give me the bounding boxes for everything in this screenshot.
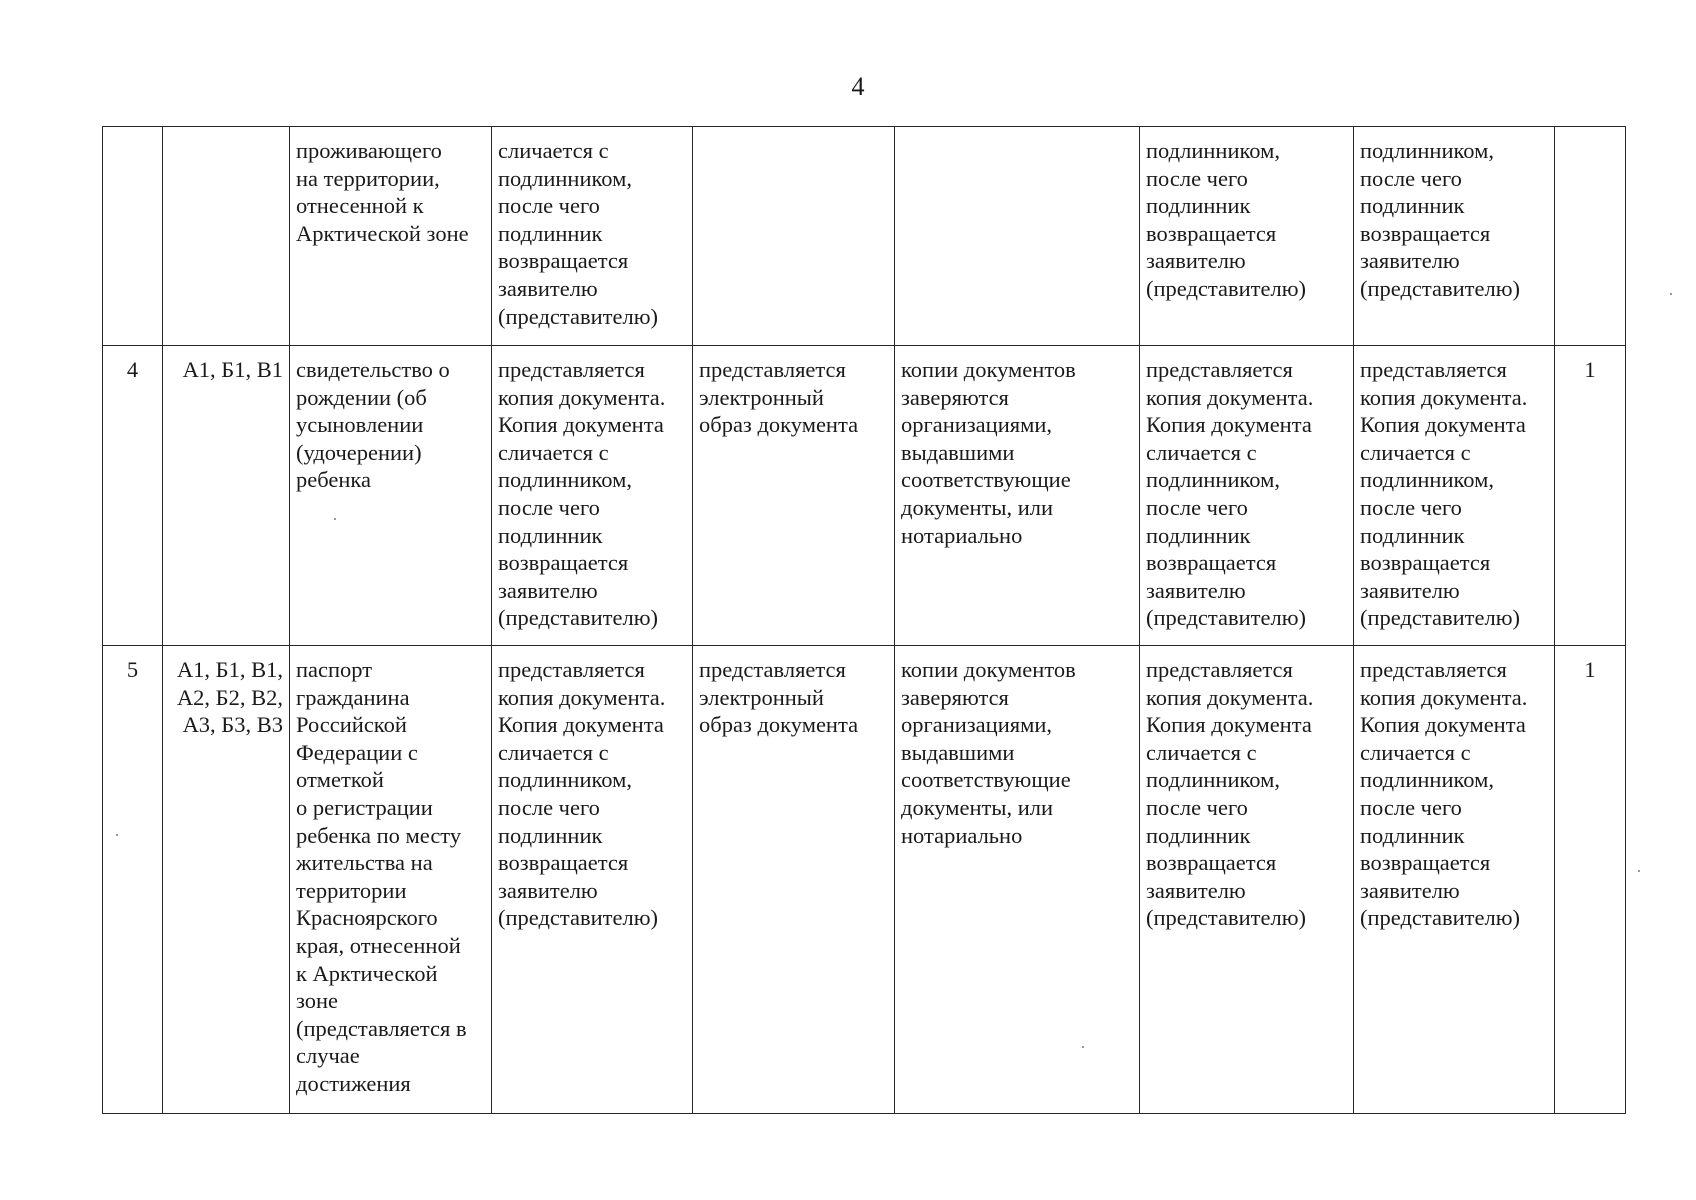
scan-speck	[334, 518, 336, 520]
count-cell	[1555, 127, 1626, 346]
mfc-submission-cell: представляется копия документа. Копия документа сличается с подлинником, после чего подлинник возвращается заявителю (представителю)	[1140, 346, 1354, 646]
count-cell: 1	[1555, 646, 1626, 1114]
paper-submission-cell: представляется копия документа. Копия документа сличается с подлинником, после чего подлинник возвращается заявителю (представителю)	[492, 646, 693, 1114]
paper-submission-cell: представляется копия документа. Копия документа сличается с подлинником, после чего подлинник возвращается заявителю (представителю)	[492, 346, 693, 646]
other-submission-cell: подлинником, после чего подлинник возвращается заявителю (представителю)	[1354, 127, 1555, 346]
electronic-submission-cell: представляется электронный образ документа	[693, 346, 895, 646]
paper-submission-cell: сличается с подлинником, после чего подлинник возвращается заявителю (представителю)	[492, 127, 693, 346]
document-name-cell: свидетельство о рождении (об усыновлении (удочерении) ребенка	[290, 346, 492, 646]
row-number-cell: 4	[103, 346, 163, 646]
mfc-submission-cell: представляется копия документа. Копия документа сличается с подлинником, после чего подлинник возвращается заявителю (представителю)	[1140, 646, 1354, 1114]
categories-cell: А1, Б1, В1, А2, Б2, В2, А3, Б3, В3	[163, 646, 290, 1114]
table-row	[103, 127, 1626, 346]
scan-speck	[1670, 293, 1672, 295]
count-cell: 1	[1555, 346, 1626, 646]
certification-cell	[895, 127, 1140, 346]
row-number-cell: 5	[103, 646, 163, 1114]
documents-table	[102, 126, 1626, 1114]
scan-speck	[116, 834, 118, 836]
scan-speck	[1638, 870, 1640, 872]
categories-cell	[163, 127, 290, 346]
document-name-cell: проживающего на территории, отнесенной к Арктической зоне	[290, 127, 492, 346]
row-number-cell	[103, 127, 163, 346]
scan-speck	[1082, 1046, 1084, 1048]
page-number: 4	[851, 72, 865, 101]
mfc-submission-cell: подлинником, после чего подлинник возвращается заявителю (представителю)	[1140, 127, 1354, 346]
table-row	[103, 346, 1626, 646]
certification-cell: копии документов заверяются организациями, выдавшими соответствующие документы, или нотариально	[895, 346, 1140, 646]
certification-cell: копии документов заверяются организациями, выдавшими соответствующие документы, или нотариально	[895, 646, 1140, 1114]
other-submission-cell: представляется копия документа. Копия документа сличается с подлинником, после чего подлинник возвращается заявителю (представителю)	[1354, 346, 1555, 646]
electronic-submission-cell	[693, 127, 895, 346]
table-row	[103, 646, 1626, 1114]
document-name-cell: паспорт гражданина Российской Федерации с отметкой о регистрации ребенка по месту жительства на территории Красноярского края, отнесенной к Арктической зоне (представляется в случае достижения	[290, 646, 492, 1114]
other-submission-cell: представляется копия документа. Копия документа сличается с подлинником, после чего подлинник возвращается заявителю (представителю)	[1354, 646, 1555, 1114]
electronic-submission-cell: представляется электронный образ документа	[693, 646, 895, 1114]
categories-cell: А1, Б1, В1	[163, 346, 290, 646]
